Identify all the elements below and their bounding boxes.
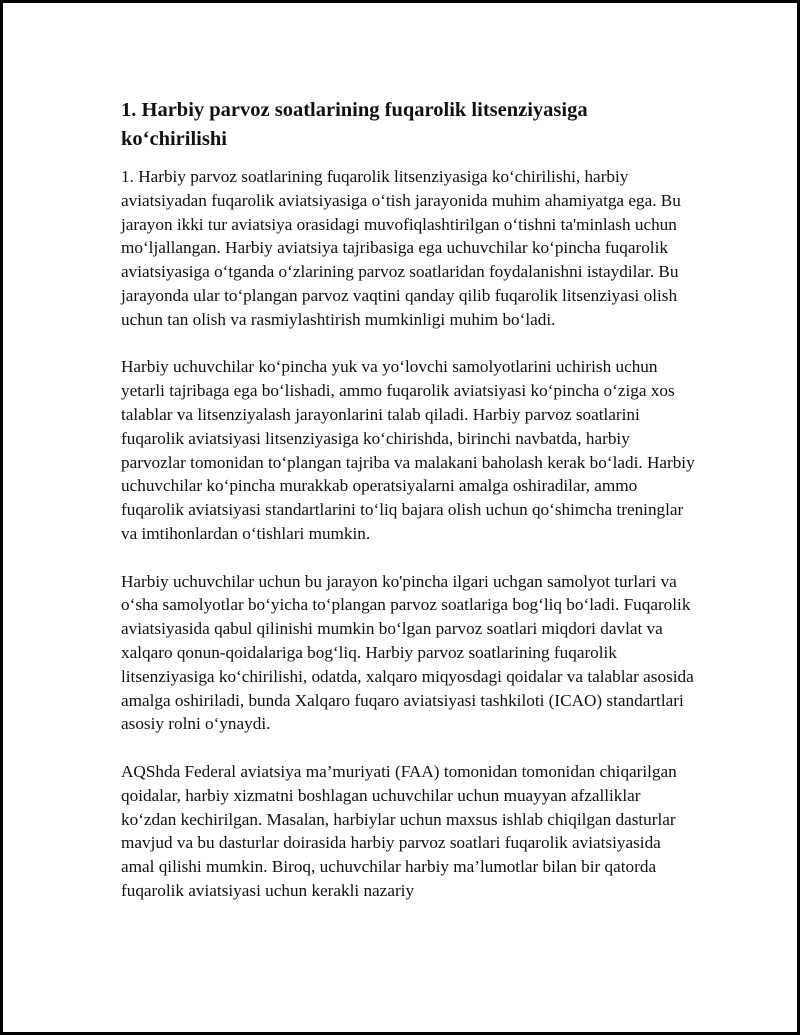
paragraph-3: Harbiy uchuvchilar uchun bu jarayon ko'pincha ilgari uchgan samolyot turlari va o‘sha samolyotlar bo‘yicha to‘plangan parvoz soatlariga bog‘liq bo‘ladi. Fuqarolik aviatsiyasida qabul qilinishi mumkin bo‘lgan parvoz soatlari miqdori davlat va xalqaro qonun-qoidalariga bog‘liq. Harbiy parvoz soatlarining fuqarolik litsenziyasiga ko‘chirilishi, odatda, xalqaro miqyosdagi qoidalar va talablar asosida amalga oshiriladi, bunda Xalqaro fuqaro aviatsiyasi tashkiloti (ICAO) standartlari asosiy rolni o‘ynaydi. [121, 571, 694, 734]
document-body [121, 96, 696, 927]
section-heading: 1. Harbiy parvoz soatlarining fuqarolik litsenziyasiga ko‘chirilishi [121, 99, 588, 150]
paragraph-2: Harbiy uchuvchilar ko‘pincha yuk va yo‘lovchi samolyotlarini uchirish uchun yetarli tajribaga ega bo‘lishadi, ammo fuqarolik aviatsiyasi ko‘pincha o‘ziga xos talablar va litsenziyalash jarayonlarini talab qiladi. Harbiy parvoz soatlarini fuqarolik aviatsiyasi litsenziyasiga ko‘chirishda, birinchi navbatda, harbiy parvozlar tomonidan to‘plangan tajriba va malakani baholash kerak bo‘ladi. Harbiy uchuvchilar ko‘pincha murakkab operatsiyalarni amalga oshiradilar, ammo fuqarolik aviatsiyasi standartlarini to‘liq bajara olish uchun qo‘shimcha treninglar va imtihonlardan o‘tishlari mumkin. [121, 357, 695, 543]
paragraph-1: 1. Harbiy parvoz soatlarining fuqarolik litsenziyasiga ko‘chirilishi, harbiy aviatsiyadan fuqarolik aviatsiyasiga o‘tish jarayonida muhim ahamiyatga ega. Bu jarayon ikki tur aviatsiya orasidagi muvofiqlashtirilgan o‘tishni ta'minlash uchun mo‘ljallangan. Harbiy aviatsiya tajribasiga ega uchuvchilar ko‘pincha fuqarolik aviatsiyasiga o‘tganda o‘zlarining parvoz soatlaridan foydalanishni istaydilar. Bu jarayonda ular to‘plangan parvoz vaqtini qanday qilib fuqarolik litsenziyasi olish uchun tan olish va rasmiylashtirish mumkinligi muhim bo‘ladi. [121, 167, 681, 329]
paragraph-4: AQShda Federal aviatsiya ma’muriyati (FAA) tomonidan tomonidan chiqarilgan qoidalar, harbiy xizmatni boshlagan uchuvchilar uchun muayyan afzalliklar ko‘zdan kechirilgan. Masalan, harbiylar uchun maxsus ishlab chiqilgan dasturlar mavjud va bu dasturlar doirasida harbiy parvoz soatlari fuqarolik aviatsiyasida amal qilishi mumkin. Biroq, uchuvchilar harbiy ma’lumotlar bilan bir qatorda fuqarolik aviatsiyasi uchun kerakli nazariy [121, 761, 677, 900]
